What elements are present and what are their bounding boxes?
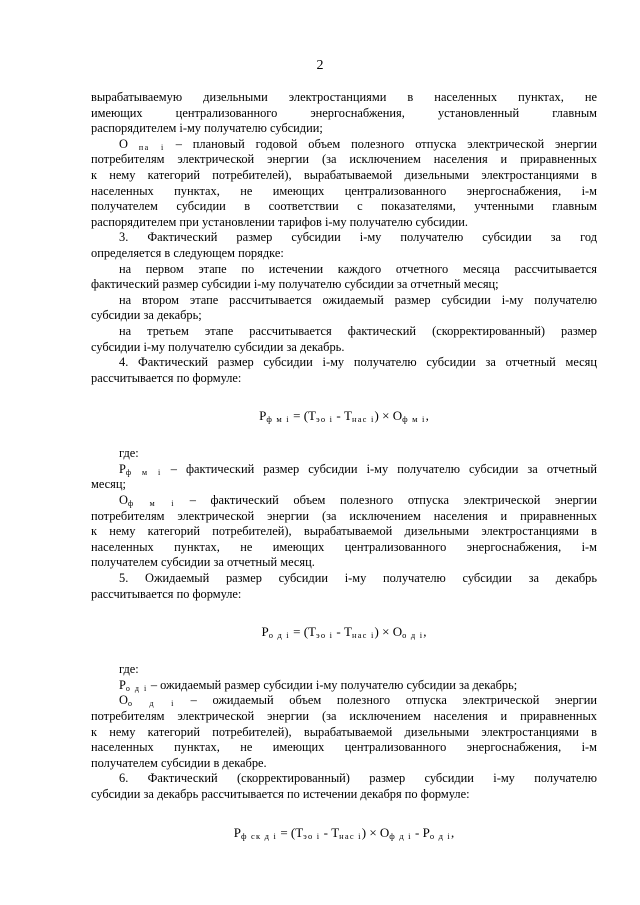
subscript-pa-i: па i — [138, 142, 165, 152]
text-line: где: — [119, 662, 139, 677]
text-line: месяц; — [91, 477, 126, 492]
definition-o-fm-i: $О_{ф м i}$ – фактический объем полезного отпуска электрической энергии — [119, 493, 597, 509]
text-line: имеющих централизованного энергоснабжения, установленный главным — [91, 105, 597, 120]
text-line: населенных пунктах, не имеющих централизованного энергоснабжения, i-м — [91, 740, 597, 755]
text-line: где: — [119, 446, 139, 461]
text-line: 6. Фактический (скорректированный) размер субсидии i-му получателю — [119, 771, 597, 786]
definition-p-fm-i: $Р_{ф м i}$ – фактический размер субсидии i-му получателю субсидии за отчетный — [119, 461, 597, 477]
text-line: на третьем этапе рассчитывается фактический (скорректированный) размер — [119, 323, 597, 338]
text-line: субсидии i-му получателю субсидии за декабрь. — [91, 339, 345, 354]
text-line: на первом этапе по истечении каждого отчетного месяца рассчитывается — [119, 261, 597, 276]
formula-3: $Р_{ф ск д i} = (Т_{эо i} - Т_{нас i}) \times О_{ф д i} - Р_{о д i}$, — [233, 824, 455, 841]
definition-o-od-i: $О_{о д i}$ – ожидаемый объем полезного отпуска электрической энергии — [119, 693, 597, 709]
text-line: населенных пунктах, не имеющих централизованного энергоснабжения, i-м — [91, 183, 597, 198]
text-line: получателем субсидии в декабре. — [91, 755, 267, 770]
definition-p-od-i: $Р_{о д i}$ – ожидаемый размер субсидии i-му получателю субсидии за декабрь; — [119, 677, 518, 693]
text-line: 3. Фактический размер субсидии i-му получателю субсидии за год — [119, 230, 597, 245]
text-line: потребителям электрической энергии (за исключением населения и приравненных — [91, 152, 597, 167]
definition-o-pa-i — [91, 137, 597, 153]
text-line: распорядителем при установлении тарифов i-му получателю субсидии. — [91, 214, 469, 229]
text-line: на втором этапе рассчитывается ожидаемый размер субсидии i-му получателю — [119, 292, 597, 307]
page-number: 2 — [316, 58, 324, 73]
text-line: определяется в следующем порядке: — [91, 245, 284, 260]
text-line: получателем субсидии за отчетный месяц. — [91, 555, 315, 570]
text-line: 4. Фактический размер субсидии i-му получателю субсидии за отчетный месяц — [119, 355, 597, 370]
text-line: фактический размер субсидии i-му получателю субсидии за отчетный месяц; — [91, 277, 499, 292]
definition-text: – плановый годовой объем полезного отпуска электрической энергии — [175, 136, 597, 151]
text-line: потребителям электрической энергии (за исключением населения и приравненных — [91, 508, 597, 523]
text-line: к нему категорий потребителей), вырабатываемой дизельными электростанциями в — [91, 724, 597, 739]
text-line: рассчитывается по формуле: — [91, 370, 242, 385]
formula-2: $Р_{о д i} = (Т_{эо i} - Т_{нас i}) \times О_{о д i}$, — [261, 624, 427, 641]
text-line: рассчитывается по формуле: — [91, 586, 242, 601]
symbol-o: О — [119, 136, 128, 151]
text-line: потребителям электрической энергии (за исключением населения и приравненных — [91, 709, 597, 723]
document-body — [91, 90, 597, 842]
formula-1: $Р_{ф м i} = (Т_{эо i} - Т_{нас i}) \times О_{ф м i}$, — [259, 408, 429, 425]
text-line: вырабатываемую дизельными электростанциями в населенных пунктах, не — [91, 90, 597, 104]
text-line: распорядителем i-му получателю субсидии; — [91, 121, 323, 136]
text-line: к нему категорий потребителей), вырабатываемой дизельными электростанциями в — [91, 524, 597, 539]
text-line: к нему категорий потребителей), вырабатываемой дизельными электростанциями в — [91, 167, 597, 182]
text-line: получателем субсидии в соответствии с показателями, учтенными главным — [91, 199, 597, 214]
text-line: 5. Ожидаемый размер субсидии i-му получателю субсидии за декабрь — [119, 571, 597, 586]
text-line: населенных пунктах, не имеющих централизованного энергоснабжения, i-м — [91, 539, 597, 554]
text-line: субсидии за декабрь; — [91, 308, 202, 323]
text-line: субсидии за декабрь рассчитывается по истечении декабря по формуле: — [91, 786, 470, 801]
